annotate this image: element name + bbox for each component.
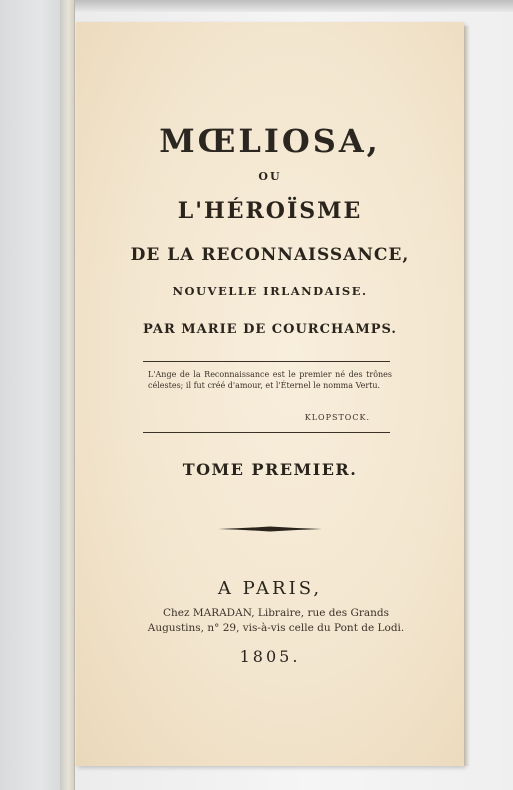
title-conjunction: OU — [258, 170, 282, 183]
book-title: MŒLIOSA, — [159, 122, 381, 160]
subtitle-line-2: DE LA RECONNAISSANCE, — [130, 245, 410, 265]
imprint-place: A PARIS, — [217, 578, 323, 599]
imprint-line-1: Chez MARADAN, Libraire, rue des Grands — [162, 607, 390, 619]
volume-line: TOME PREMIER. — [182, 460, 358, 479]
book-top-edge — [0, 0, 513, 12]
ornament-rule-icon — [218, 525, 322, 533]
epigraph-rule-bottom — [143, 432, 390, 433]
imprint-line-2: Augustins, n° 29, vis-à-vis celle du Pont de Lodi. — [147, 622, 405, 634]
subtitle-line-1: L'HÉROÏSME — [177, 198, 363, 224]
epigraph-rule-top — [143, 361, 390, 362]
title-page — [76, 22, 464, 766]
genre-line: NOUVELLE IRLANDAISE. — [172, 284, 368, 298]
book-spine-edge — [60, 0, 74, 790]
epigraph-text: L'Ange de la Reconnaissance est le premier né des trônes célestes; il fut créé d'amour, et l'Éternel le nomma Vertu. — [148, 370, 392, 390]
epigraph-source: KLOPSTOCK. — [304, 413, 370, 422]
author-line: PAR MARIE DE COURCHAMPS. — [143, 322, 397, 337]
imprint-year: 1805. — [239, 647, 301, 666]
